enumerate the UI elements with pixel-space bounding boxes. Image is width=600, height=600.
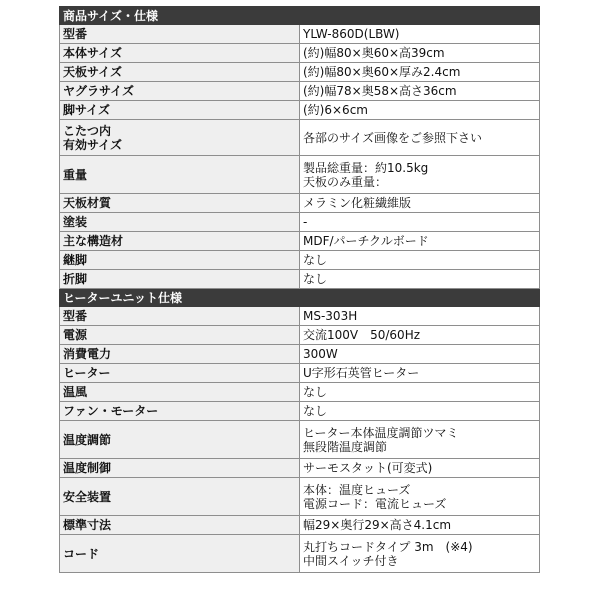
- spec-label: [60, 459, 300, 478]
- spec-value: [300, 421, 540, 459]
- spec-row: [60, 232, 540, 251]
- spec-label: [60, 270, 300, 289]
- spec-value-line: 各部のサイズ画像をご参照下さい: [303, 130, 483, 145]
- spec-value: [300, 156, 540, 194]
- spec-value: [300, 364, 540, 383]
- spec-value-line: MDF/パーチクルボード: [303, 234, 429, 248]
- spec-label-line: 型番: [63, 27, 88, 41]
- spec-label-line: 主な構造材: [63, 234, 124, 248]
- spec-value: [300, 232, 540, 251]
- spec-value: [300, 251, 540, 270]
- spec-label: [60, 232, 300, 251]
- spec-value: [300, 194, 540, 213]
- spec-value-line: (約)幅80×奥60×厚み2.4cm: [303, 65, 461, 79]
- spec-value: [300, 44, 540, 63]
- spec-value-line: 中間スイッチ付き: [303, 553, 399, 568]
- spec-row: [60, 44, 540, 63]
- spec-value-line: 本体：温度ヒューズ: [303, 482, 411, 497]
- spec-label: [60, 478, 300, 516]
- spec-value: [300, 63, 540, 82]
- spec-value: [300, 326, 540, 345]
- spec-value: [300, 516, 540, 535]
- spec-label: [60, 364, 300, 383]
- spec-label-line: 脚サイズ: [63, 103, 111, 117]
- spec-row: [60, 25, 540, 44]
- spec-value-line: 300W: [303, 347, 338, 361]
- spec-label: [60, 516, 300, 535]
- spec-value-line: 交流100V 50/60Hz: [303, 328, 421, 342]
- spec-value: [300, 383, 540, 402]
- section-title: ヒーターユニット仕様: [60, 289, 540, 307]
- spec-label-line: 重量: [63, 167, 88, 182]
- spec-value-line: -: [303, 215, 308, 229]
- spec-row: [60, 345, 540, 364]
- spec-label-line: 有効サイズ: [63, 137, 123, 152]
- spec-label-line: 折脚: [63, 272, 88, 286]
- spec-row: [60, 251, 540, 270]
- spec-label: [60, 535, 300, 573]
- spec-row: [60, 63, 540, 82]
- spec-value-line: (約)幅78×奥58×高さ36cm: [303, 84, 457, 98]
- spec-value-line: 天板のみ重量：: [303, 174, 388, 189]
- spec-value: [300, 82, 540, 101]
- spec-row: [60, 82, 540, 101]
- spec-label-line: 温風: [63, 385, 88, 399]
- spec-value-line: なし: [303, 404, 328, 418]
- spec-label-line: 標準寸法: [63, 518, 112, 532]
- spec-value-line: 幅29×奥行29×高さ4.1cm: [303, 518, 452, 532]
- spec-label-line: 天板サイズ: [63, 65, 123, 79]
- spec-label-line: ファン・モーター: [63, 404, 159, 418]
- spec-value-line: なし: [303, 385, 328, 399]
- spec-row: [60, 402, 540, 421]
- spec-value-line: ヒーター本体温度調節ツマミ: [303, 425, 459, 440]
- spec-label: [60, 44, 300, 63]
- spec-value-line: (約)幅80×奥60×高39cm: [303, 46, 445, 60]
- spec-label-line: 温度調節: [63, 432, 112, 447]
- spec-value-line: 製品総重量：約10.5kg: [303, 160, 429, 175]
- spec-value-line: (約)6×6cm: [303, 103, 368, 117]
- spec-row: [60, 459, 540, 478]
- spec-label: [60, 156, 300, 194]
- spec-row: [60, 194, 540, 213]
- spec-value-line: サーモスタット(可変式): [303, 461, 433, 475]
- section-title: 商品サイズ・仕様: [60, 7, 540, 25]
- section-header-heater: [60, 289, 540, 307]
- spec-label-line: こたつ内: [63, 123, 112, 138]
- spec-label: [60, 82, 300, 101]
- spec-label-line: 電源: [63, 328, 88, 342]
- spec-row: [60, 120, 540, 156]
- spec-label: [60, 345, 300, 364]
- spec-label: [60, 25, 300, 44]
- spec-row: [60, 213, 540, 232]
- spec-label: [60, 326, 300, 345]
- spec-value: [300, 307, 540, 326]
- spec-row: [60, 478, 540, 516]
- spec-value-line: 丸打ちコードタイプ 3m (※4): [303, 539, 473, 554]
- spec-label-line: 本体サイズ: [63, 46, 123, 60]
- spec-value: [300, 345, 540, 364]
- spec-label-line: 天板材質: [63, 196, 112, 210]
- spec-label: [60, 421, 300, 459]
- spec-value: [300, 25, 540, 44]
- spec-value-line: メラミン化粧繊維版: [303, 196, 412, 210]
- spec-label: [60, 101, 300, 120]
- spec-value-line: YLW-860D(LBW): [303, 27, 400, 41]
- spec-row: [60, 307, 540, 326]
- spec-value: [300, 402, 540, 421]
- spec-row: [60, 326, 540, 345]
- spec-row: [60, 421, 540, 459]
- spec-label: [60, 307, 300, 326]
- spec-value-line: なし: [303, 253, 328, 267]
- spec-label-line: 安全装置: [63, 489, 112, 504]
- spec-row: [60, 383, 540, 402]
- spec-label: [60, 213, 300, 232]
- spec-label: [60, 383, 300, 402]
- spec-value: [300, 478, 540, 516]
- spec-value-line: MS-303H: [303, 309, 358, 323]
- spec-label-line: コード: [63, 546, 100, 561]
- spec-label-line: 継脚: [63, 253, 88, 267]
- spec-label: [60, 402, 300, 421]
- spec-row: [60, 270, 540, 289]
- spec-row: [60, 364, 540, 383]
- spec-row: [60, 516, 540, 535]
- spec-table: [59, 6, 540, 573]
- spec-value: [300, 101, 540, 120]
- spec-label-line: ヒーター: [63, 366, 111, 380]
- spec-value-line: なし: [303, 272, 328, 286]
- spec-label: [60, 194, 300, 213]
- spec-label-line: 消費電力: [63, 347, 112, 361]
- spec-value: [300, 120, 540, 156]
- spec-row: [60, 101, 540, 120]
- spec-value: [300, 270, 540, 289]
- spec-value-line: 無段階温度調節: [303, 439, 388, 454]
- spec-value-line: 電源コード：電流ヒューズ: [303, 496, 447, 511]
- spec-label-line: 型番: [63, 309, 88, 323]
- spec-value-line: U字形石英管ヒーター: [303, 366, 420, 380]
- spec-label: [60, 251, 300, 270]
- section-header-product: [60, 7, 540, 25]
- spec-row: [60, 535, 540, 573]
- spec-label: [60, 63, 300, 82]
- spec-label-line: 温度制御: [63, 461, 112, 475]
- spec-row: [60, 156, 540, 194]
- spec-value: [300, 213, 540, 232]
- spec-label-line: ヤグラサイズ: [63, 84, 135, 98]
- spec-label-line: 塗装: [63, 215, 88, 229]
- spec-label: [60, 120, 300, 156]
- spec-value: [300, 459, 540, 478]
- spec-value: [300, 535, 540, 573]
